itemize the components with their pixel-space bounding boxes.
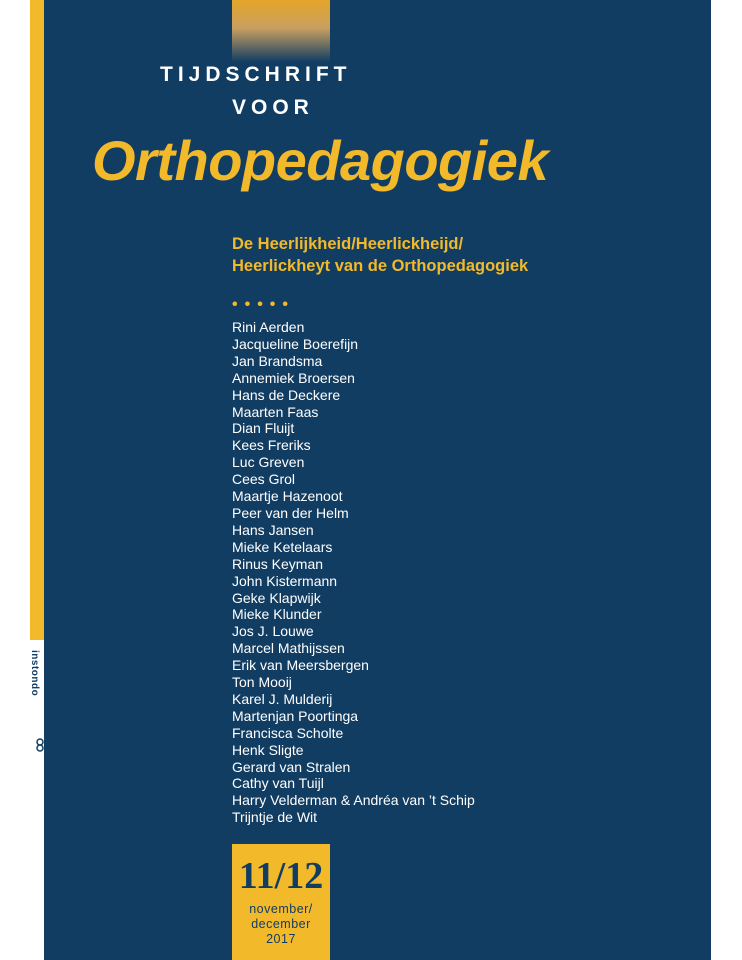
spine-stripe xyxy=(30,0,44,640)
author-item: Hans Jansen xyxy=(232,521,314,538)
author-item: Rini Aerden xyxy=(232,319,305,335)
author-item: Geke Klapwijk xyxy=(232,589,321,606)
title-line-1: TIJDSCHRIFT xyxy=(160,63,352,86)
author-item: Cathy van Tuijl xyxy=(232,775,324,792)
publisher-mark xyxy=(29,650,46,760)
issue-date xyxy=(232,902,330,947)
author-item: Martenjan Poortinga xyxy=(232,707,359,724)
author-item: Dian Fluijt xyxy=(232,420,295,437)
theme-title-line-2: Heerlickheyt van de Orthopedagogiek xyxy=(232,257,529,275)
publisher-name: instondo xyxy=(29,650,40,697)
issue-year: 2017 xyxy=(266,932,296,946)
author-item: Kees Freriks xyxy=(232,437,311,454)
author-item: Ton Mooij xyxy=(232,674,292,691)
author-item: Francisca Scholte xyxy=(232,724,344,741)
author-item: Trijntje de Wit xyxy=(232,809,318,826)
author-item: Rinus Keyman xyxy=(232,555,324,572)
issue-box xyxy=(232,844,330,960)
author-item: Cees Grol xyxy=(232,471,296,488)
journal-title: Orthopedagogiek xyxy=(92,129,549,192)
theme-title-line-1: De Heerlijkheid/Heerlickheijd/ xyxy=(232,235,464,253)
author-item: Luc Greven xyxy=(232,454,305,471)
author-list xyxy=(232,319,475,826)
author-item: Peer van der Helm xyxy=(232,504,349,521)
author-item: Maartje Hazenoot xyxy=(232,488,343,505)
author-item: Hans de Deckere xyxy=(232,386,341,403)
author-item: Marcel Mathijssen xyxy=(232,640,345,657)
theme-title xyxy=(232,233,672,277)
publisher-logo-icon xyxy=(34,738,46,752)
author-item: Harry Velderman & Andréa van ’t Schip xyxy=(232,792,475,809)
author-item: Maarten Faas xyxy=(232,403,319,420)
author-item: Mieke Klunder xyxy=(232,606,322,623)
issue-month-line-1: november/ xyxy=(249,902,313,916)
top-gradient-band xyxy=(232,0,330,62)
author-item: Gerard van Stralen xyxy=(232,758,351,775)
dot-separator: ••••• xyxy=(232,296,296,313)
author-item: Jos J. Louwe xyxy=(232,623,314,640)
author-item: Erik van Meersbergen xyxy=(232,657,369,674)
author-item: Jan Brandsma xyxy=(232,352,323,369)
author-item: John Kistermann xyxy=(232,572,338,589)
author-item: Jacqueline Boerefijn xyxy=(232,335,359,352)
title-line-2: VOOR xyxy=(232,96,314,119)
author-item: Annemiek Broersen xyxy=(232,369,355,386)
author-item: Henk Sligte xyxy=(232,741,304,758)
issue-number: 11/12 xyxy=(238,855,324,897)
author-item: Karel J. Mulderij xyxy=(232,690,333,707)
issue-month-line-2: december xyxy=(251,917,311,931)
author-item: Mieke Ketelaars xyxy=(232,538,333,555)
